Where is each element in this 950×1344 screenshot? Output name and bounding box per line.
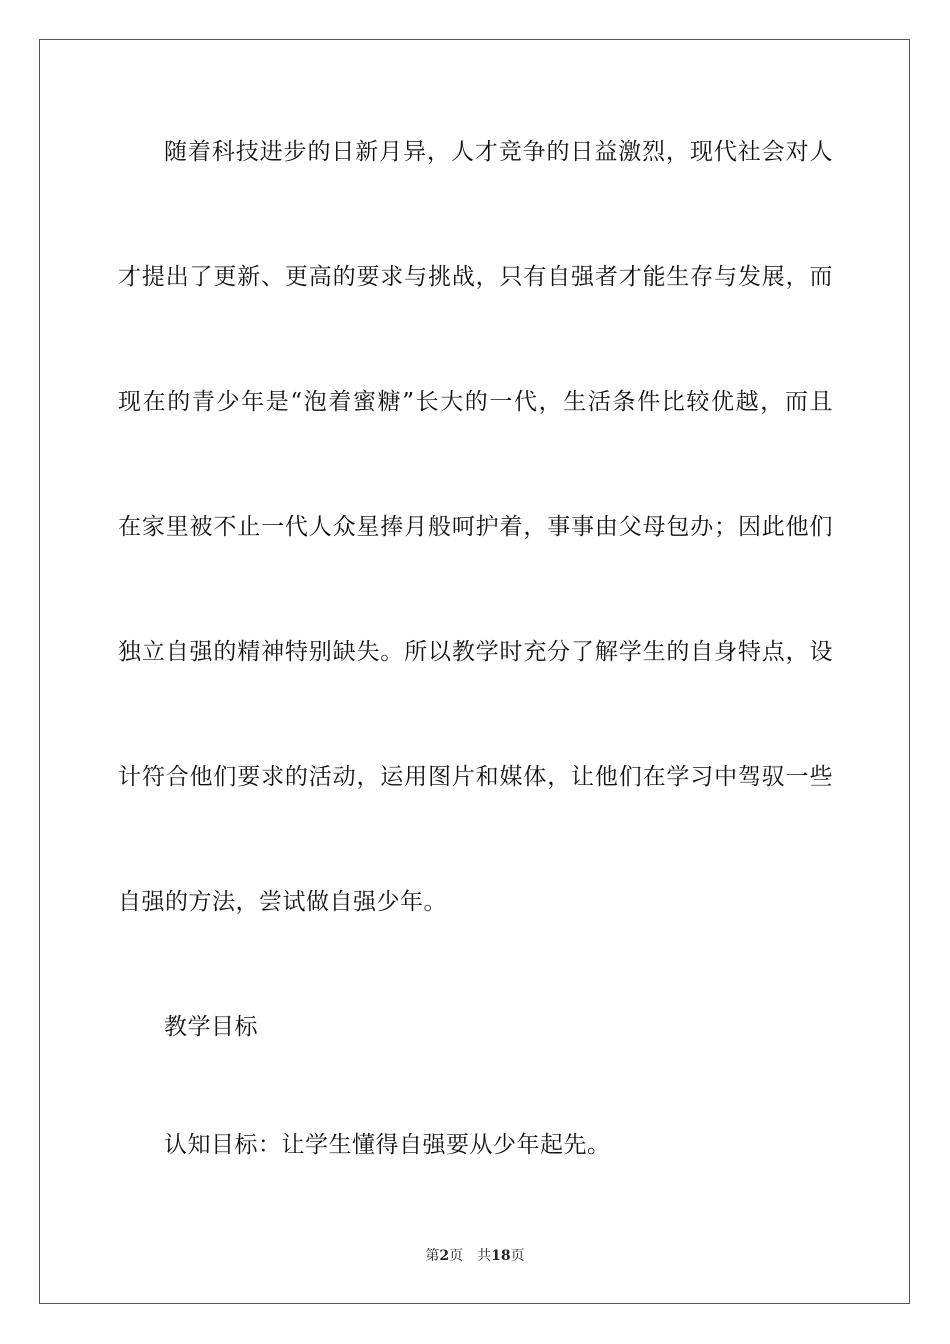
paragraph-line: 才提出了更新、更高的要求与挑战，只有自强者才能生存与发展，而 <box>118 264 833 290</box>
page-total: 18 <box>491 1248 511 1264</box>
total-label-prefix: 共 <box>477 1248 492 1264</box>
page-number: 2 <box>439 1248 450 1264</box>
page-frame <box>39 39 910 1304</box>
page-label-prefix: 第 <box>425 1248 440 1264</box>
paragraph-line: 在家里被不止一代人众星捧月般呵护着，事事由父母包办；因此他们 <box>118 514 833 540</box>
page-label-suffix: 页 <box>449 1248 464 1264</box>
total-label-suffix: 页 <box>510 1248 525 1264</box>
page-footer <box>0 1247 950 1265</box>
paragraph-line: 计符合他们要求的活动，运用图片和媒体，让他们在学习中驾驭一些 <box>118 764 833 790</box>
section-heading: 教学目标 <box>164 1014 258 1040</box>
paragraph-line: 现在的青少年是“泡着蜜糖”长大的一代，生活条件比较优越，而且 <box>118 389 833 415</box>
paragraph-line: 独立自强的精神特别缺失。所以教学时充分了解学生的自身特点，设 <box>118 639 833 665</box>
paragraph-line-last: 自强的方法，尝试做自强少年。 <box>118 889 447 915</box>
cognitive-goal: 认知目标：让学生懂得自强要从少年起先。 <box>164 1132 611 1158</box>
paragraph-line: 随着科技进步的日新月异，人才竞争的日益激烈，现代社会对人 <box>164 139 833 165</box>
